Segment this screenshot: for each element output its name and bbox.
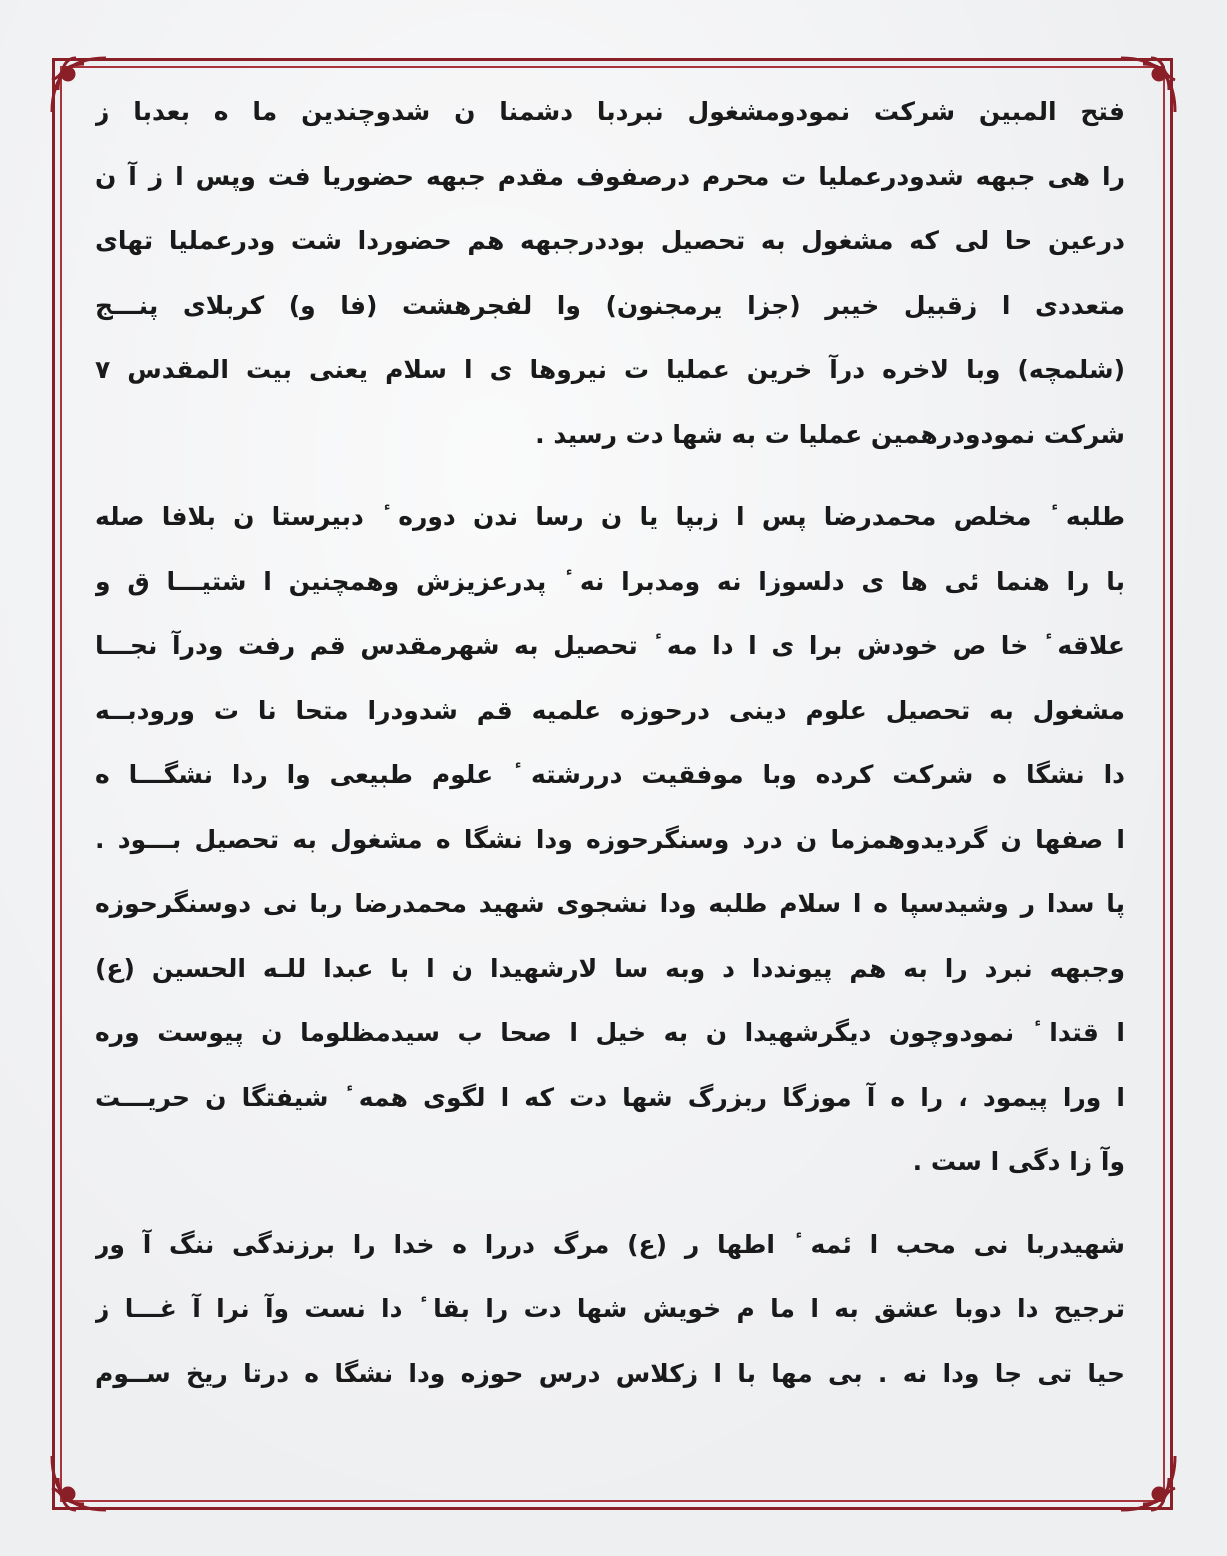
text-line: را هی جبهه شدودرعملیا ت محرم درصفوف مقدم جبهه حضوریا فت وپس ا ز آ ن bbox=[95, 161, 1125, 191]
text-line: مشغول به تحصیل علوم دینی درحوزه علمیه قم شدودرا متحا نا ت ورودبــه bbox=[95, 695, 1125, 725]
text-line: فتح المبین شرکت نمودومشغول نبردبا دشمنا ن شدوچندین ما ه بعدبا ز bbox=[95, 97, 1125, 126]
text-line: ا صفها ن گردیدوهمزما ن درد وسنگرحوزه ودا نشگا ه مشغول به تحصیل بـــود . bbox=[95, 824, 1125, 854]
corner-ornament-icon bbox=[44, 1448, 114, 1518]
corner-ornament-icon bbox=[1113, 1448, 1183, 1518]
text-line: وآ زا دگی ا ست . bbox=[912, 1147, 1125, 1176]
paragraph-3 bbox=[95, 1213, 1125, 1407]
text-line: ا قتدا ٔ نمودوچون دیگرشهیدا ن به خیل ا صحا ب سیدمظلوما ن پیوست وره bbox=[95, 1018, 1125, 1047]
text-line: ترجیح دا دوبا عشق به ا ما م خویش شها دت را بقا ٔ دا نست وآ نرا آ غـــا ز bbox=[95, 1294, 1125, 1323]
text-line: شرکت نمودودرهمین عملیا ت به شها دت رسید . bbox=[535, 419, 1125, 449]
text-line: ا ورا پیمود ، را ه آ موزگا ربزرگ شها دت که ا لگوی همه ٔ شیفتگا ن حریـــت bbox=[95, 1082, 1125, 1112]
paragraph-2 bbox=[95, 485, 1125, 1195]
body-text bbox=[95, 80, 1125, 1406]
text-line: متعددی ا زقبیل خیبر (جزا یرمجنون) وا لفجرهشت (فا و) کربلای پنـــج bbox=[95, 290, 1125, 320]
text-line: وجبهه نبرد را به هم پیونددا د وبه سا لارشهیدا ن ا با عبدا للـه الحسین (ع) bbox=[95, 953, 1125, 983]
text-line: دا نشگا ه شرکت کرده وبا موفقیت دررشته ٔ علوم طبیعی وا ردا نشگـــا ه bbox=[95, 760, 1125, 789]
text-line: با را هنما ئی ها ی دلسوزا نه ومدبرا نه ٔ پدرعزیزش وهمچنین ا شتیـــا ق و bbox=[95, 566, 1125, 596]
text-line: علاقه ٔ خا ص خودش برا ی ا دا مه ٔ تحصیل به شهرمقدس قم رفت ودرآ نجـــا bbox=[95, 631, 1125, 660]
text-line: حیا تی جا ودا نه . بی مها با ا زکلاس درس حوزه ودا نشگا ه درتا ریخ ســوم bbox=[95, 1358, 1125, 1388]
text-line: طلبه ٔ مخلص محمدرضا پس ا زبپا یا ن رسا ندن دوره ٔ دبیرستا ن بلافا صله bbox=[95, 502, 1125, 531]
text-line: (شلمچه) وبا لاخره درآ خرین عملیا ت نیروها ی ا سلام یعنی بیت المقدس ۷ bbox=[95, 355, 1125, 384]
text-line: درعین حا لی که مشغول به تحصیل بوددرجبهه هم حضوردا شت ودرعملیا تهای bbox=[95, 226, 1125, 255]
text-line: شهیدربا نی محب ا ئمه ٔ اطها ر (ع) مرگ دررا ه خدا را برزندگی ننگ آ ور bbox=[95, 1229, 1125, 1259]
text-line: پا سدا ر وشیدسپا ه ا سلام طلبه ودا نشجوی شهید محمدرضا ربا نی دوسنگرحوزه bbox=[95, 889, 1125, 918]
paragraph-1 bbox=[95, 80, 1125, 467]
